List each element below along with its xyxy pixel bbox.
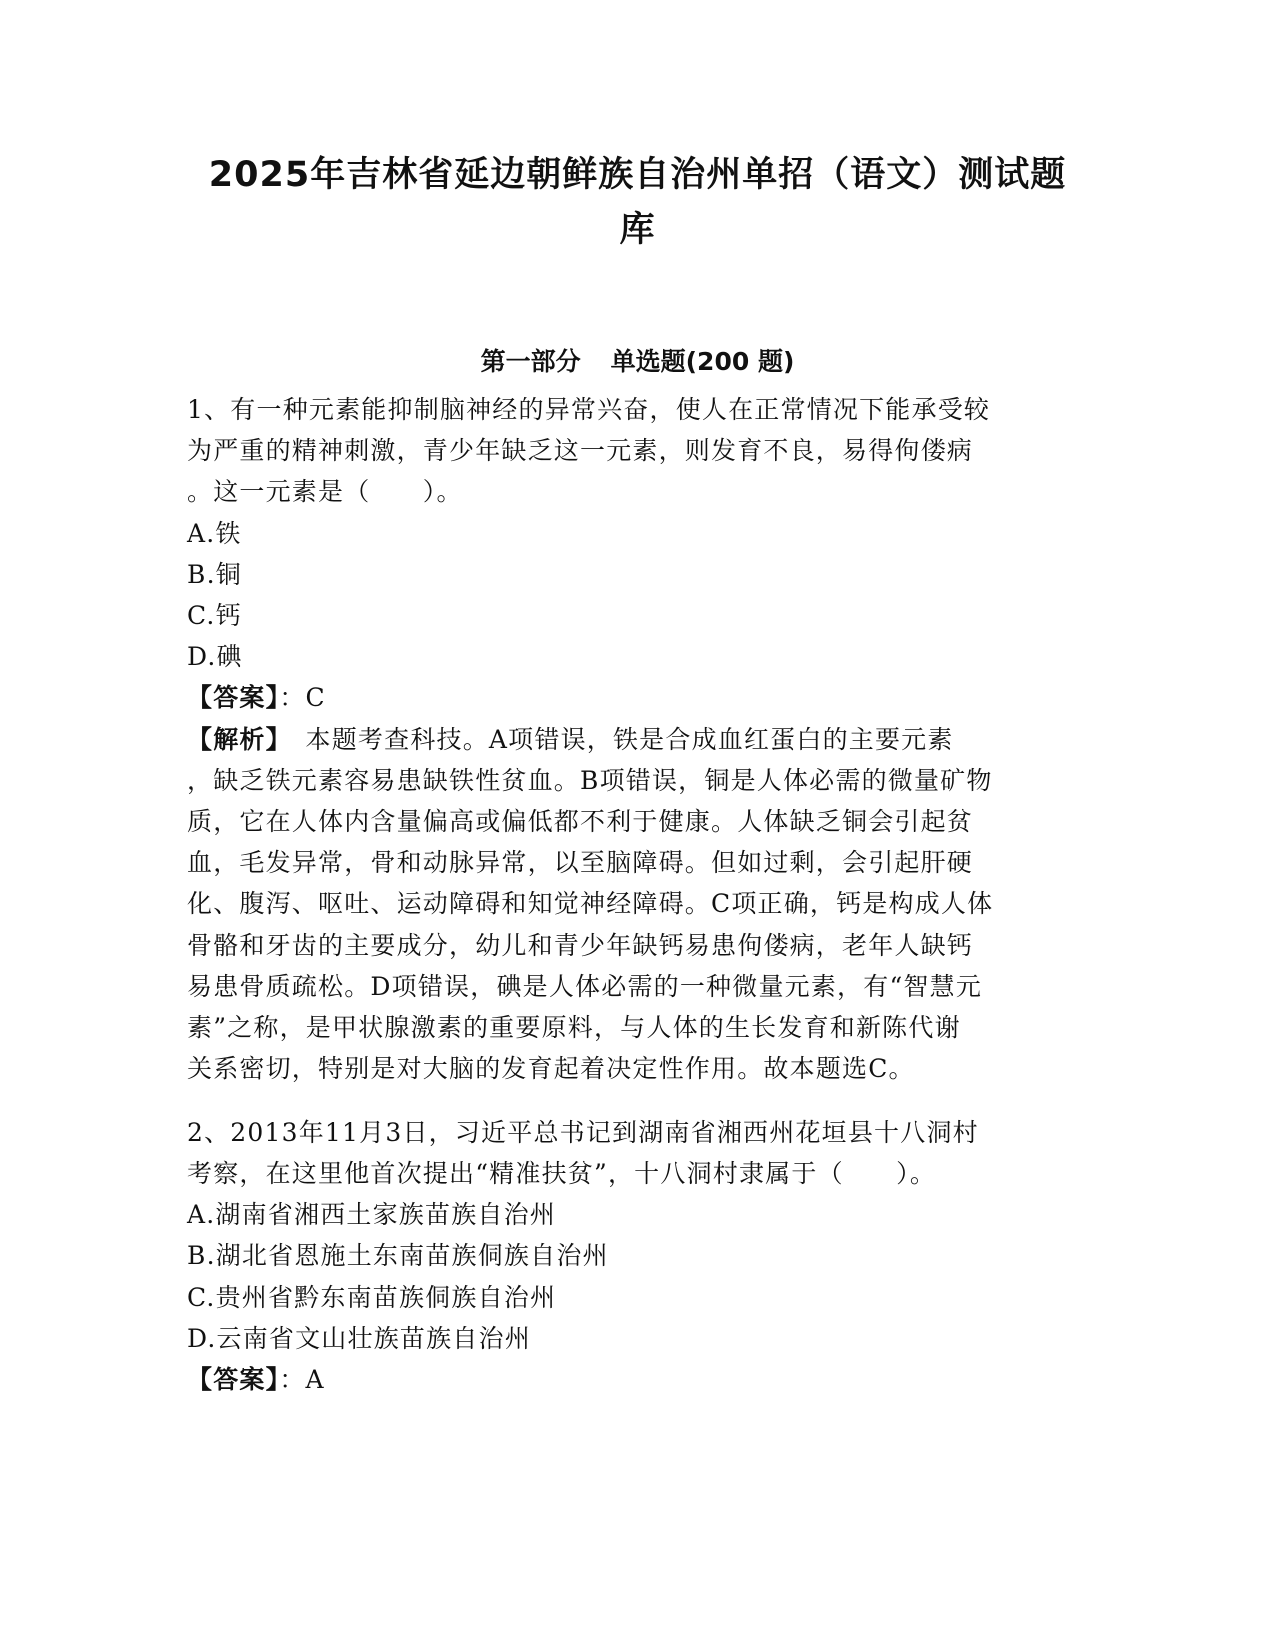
- section-name: 单选题(200 题): [610, 347, 795, 376]
- title-line-2: 库: [619, 210, 656, 250]
- question-1-option-c: C.钙: [187, 601, 242, 630]
- question-1-stem-line: 1、有一种元素能抑制脑神经的异常兴奋，使人在正常情况下能承受较: [187, 395, 991, 424]
- question-1-analysis-line: 骨骼和牙齿的主要成分，幼儿和青少年缺钙易患佝偻病，老年人缺钙: [187, 931, 974, 960]
- analysis-text: 本题考查科技。A项错误，铁是合成血红蛋白的主要元素: [279, 725, 954, 754]
- question-1-analysis-line: 质，它在人体内含量偏高或偏低都不利于健康。人体缺乏铜会引起贫: [187, 807, 974, 836]
- question-2-stem-line: 考察，在这里他首次提出“精准扶贫”，十八洞村隶属于（ ）。: [187, 1159, 937, 1188]
- question-1-analysis-line: [187, 722, 954, 758]
- answer-value: ：C: [279, 683, 326, 712]
- question-2-option-a: A.湖南省湘西土家族苗族自治州: [187, 1200, 557, 1229]
- question-1-analysis-line: 血，毛发异常，骨和动脉异常，以至脑障碍。但如过剩，会引起肝硬: [187, 848, 974, 877]
- question-1-option-a: A.铁: [187, 519, 242, 548]
- section-part: 第一部分: [480, 347, 581, 376]
- question-1-option-d: D.碘: [187, 642, 243, 671]
- question-1-analysis-line: ，缺乏铁元素容易患缺铁性贫血。B项错误，铜是人体必需的微量矿物: [187, 766, 993, 795]
- question-2-option-d: D.云南省文山壮族苗族自治州: [187, 1324, 531, 1353]
- question-1-analysis-line: 关系密切，特别是对大脑的发育起着决定性作用。故本题选C。: [187, 1054, 915, 1083]
- question-2-answer: [187, 1362, 325, 1398]
- document-title: [150, 148, 1125, 258]
- question-1-stem-line: 为严重的精神刺激，青少年缺乏这一元素，则发育不良，易得佝偻病: [187, 436, 974, 465]
- section-heading: [150, 344, 1125, 380]
- question-1-analysis-line: 易患骨质疏松。D项错误，碘是人体必需的一种微量元素，有“智慧元: [187, 972, 983, 1001]
- answer-label: 【答案】: [187, 683, 280, 712]
- question-2-option-b: B.湖北省恩施土东南苗族侗族自治州: [187, 1241, 609, 1270]
- answer-label: 【答案】: [187, 1365, 280, 1394]
- question-1-analysis-line: 素”之称，是甲状腺激素的重要原料，与人体的生长发育和新陈代谢: [187, 1013, 961, 1042]
- question-2-option-c: C.贵州省黔东南苗族侗族自治州: [187, 1283, 557, 1312]
- analysis-label: 【解析】: [187, 725, 280, 754]
- question-2-stem-line: 2、2013年11月3日，习近平总书记到湖南省湘西州花垣县十八洞村: [187, 1118, 979, 1147]
- answer-value: ：A: [279, 1365, 325, 1394]
- question-1-stem-line: 。这一元素是（ ）。: [187, 477, 463, 506]
- question-1-answer: [187, 680, 326, 716]
- question-1-option-b: B.铜: [187, 560, 242, 589]
- question-1-analysis-line: 化、腹泻、呕吐、运动障碍和知觉神经障碍。C项正确，钙是构成人体: [187, 889, 994, 918]
- title-line-1: 2025年吉林省延边朝鲜族自治州单招（语文）测试题: [208, 155, 1067, 195]
